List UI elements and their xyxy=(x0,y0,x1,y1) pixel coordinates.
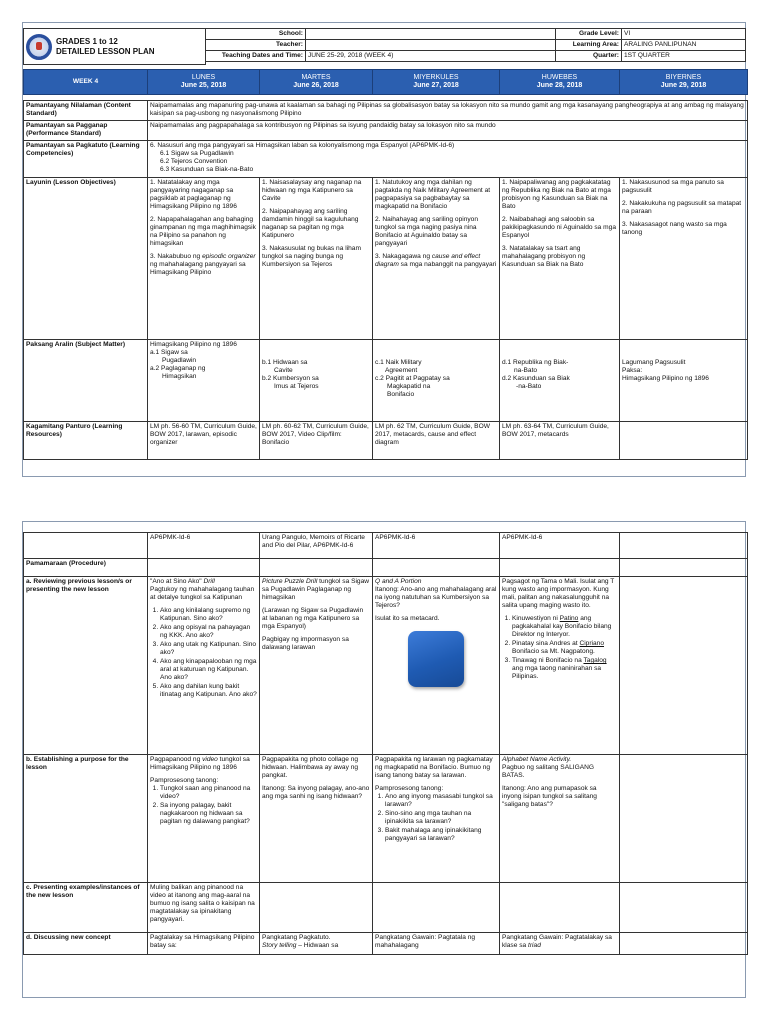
code-tuesday: Urang Pangulo, Memoirs of Ricarte and Pio del Pilar, AP6PMK-Id-6 xyxy=(260,533,373,559)
list-item: 1. Tungkol saan ang pinanood na video? xyxy=(160,785,257,801)
procedure-label: Pamamaraan (Procedure) xyxy=(24,559,148,577)
purpose-wednesday-list xyxy=(375,793,497,843)
content-standard-label: Pamantayang Nilalaman (Content Standard) xyxy=(24,101,148,121)
subject-tuesday: b.1 Hidwaan sa Cavite b.2 Kumbersyon sa Imus at Tejeros xyxy=(260,340,373,422)
content-standard-text: Naipamamalas ang mapanuring pag-unawa at kaalaman sa bahagi ng Pilipinas sa globalisasyon batay sa lokasyon nito sa mundo gamit ang mga kasanayang pangheograpiya at ang ambag ng malayang kaisipan sa pag-usbong ng nasyonalismong Pilipino xyxy=(148,101,748,121)
resources-row xyxy=(24,422,748,460)
competency-line: 6. Nasusuri ang mga pangyayari sa Himagsikan laban sa kolonyalismong mga Espanyol (AP6PMK-Id-6) xyxy=(150,142,455,150)
competency-label: Pamantayan sa Pagkatuto (Learning Competencies) xyxy=(24,141,148,178)
review-monday: "Ano at Sino Ako" Drill Pagtukoy ng mahahalagang tauhan at detalye tungkol sa Katipunan 1. Ako ang kinilalang supremo ng Katipunan. Sino ako? 2. Ako ang opisyal na pahayagan ng KKK. Ano ako? 3. Ako ang utak ng Katipunan. Sino ako? 4. Ako ang kinapapalooban ng mga aral at katuruan ng Katipunan. Ano ako? 5. Ako ang dahilan kung bakit itinatag ang Katipunan. Ano ako? xyxy=(148,577,260,755)
objectives-thursday: 1. Naipapaliwanag ang pagkakatatag ng Republika ng Biak na Bato at mga probisyon ng Kasunduan sa Biak na Bato 2. Naibabahagi ang saloobin sa pakikipagkasundo ni Aguinaldo sa mga Espanyol 3. Natatalakay sa tsart ang mahahalagang probisyon ng Kasunduan sa Biak na Bato xyxy=(500,178,620,340)
discussion-monday: Pagtalakay sa Himagsikang Pilipino batay sa: xyxy=(148,933,260,955)
list-item: 1. Ano ang inyong masasabi tungkol sa larawan? xyxy=(385,793,497,809)
code-wednesday: AP6PMK-Id-6 xyxy=(373,533,500,559)
performance-standard-label: Pamantayan sa Pagganap (Performance Standard) xyxy=(24,121,148,141)
list-item: 5. Ako ang dahilan kung bakit itinatag ang Katipunan. Ano ako? xyxy=(160,683,257,699)
school-value xyxy=(306,29,556,40)
school-label: School: xyxy=(206,29,306,40)
title-dlp: DETAILED LESSON PLAN xyxy=(56,46,155,56)
purpose-friday xyxy=(620,755,748,883)
examples-label: c. Presenting examples/instances of the new lesson xyxy=(24,883,148,933)
objectives-wednesday: 1. Natutukoy ang mga dahilan ng pagtakda ng Naik Military Agreement at pagpapasiya sa pagbabaytay sa magkapatid na Bonifacio 2. Naihahayag ang sariling opinyon tungkol sa mga naging pasiya nina Bonifacio at Aguinaldo batay sa pangyayari 3. Nakagagawa ng cause and effect diagram sa mga nabanggit na pangyayari xyxy=(373,178,500,340)
subject-friday: Lagumang Pagsusulit Paksa: Himagsikang Pilipino ng 1896 xyxy=(620,340,748,422)
purpose-row xyxy=(24,755,748,883)
competency-line: 6.1 Sigaw sa Pugadlawin xyxy=(160,150,234,158)
resources-tuesday: LM ph. 60-62 TM, Curriculum Guide, BOW 2017, Video Clip/film: Bonifacio xyxy=(260,422,373,460)
day-wednesday: MIYERKULES June 27, 2018 xyxy=(373,70,500,95)
review-label: a. Reviewing previous lesson/s or presenting the new lesson xyxy=(24,577,148,755)
discussion-tuesday: Pangkatang Pagkatuto. Story telling – Hidwaan sa xyxy=(260,933,373,955)
discussion-wednesday: Pangkatang Gawain: Pagtatala ng mahahalagang xyxy=(373,933,500,955)
grade-value: VI xyxy=(622,29,746,40)
objectives-tuesday: 1. Naisasalaysay ang naganap na hidwaan ng mga Katipunero sa Cavite 2. Naipapahayag ang sariling damdamin hinggil sa kaguluhang naganap sa pagitan ng mga Katipunero 3. Nakasusulat ng bukas na liham tungkol sa naging bunga ng Kumbersiyon sa Tejeros xyxy=(260,178,373,340)
content-standard-row xyxy=(24,101,748,121)
area-value: ARALING PANLIPUNAN xyxy=(622,40,746,51)
codes-label xyxy=(24,533,148,559)
list-item: 4. Ako ang kinapapalooban ng mga aral at katuruan ng Katipunan. Ano ako? xyxy=(160,658,257,682)
subject-matter-row xyxy=(24,340,748,422)
codes-row xyxy=(24,533,748,559)
objectives-row xyxy=(24,178,748,340)
review-monday-list xyxy=(150,607,257,699)
performance-standard-text: Naipamamalas ang pagpapahalaga sa kontribusyon ng Pilipinas sa isyung pandaidig batay sa lokasyon nito sa mundo xyxy=(148,121,748,141)
code-friday xyxy=(620,533,748,559)
resources-thursday: LM ph. 63-64 TM, Curriculum Guide, BOW 2017, metacards xyxy=(500,422,620,460)
subject-thursday: d.1 Republika ng Biak- na-Bato d.2 Kasunduan sa Biak -na-Bato xyxy=(500,340,620,422)
day-friday: BIYERNES June 29, 2018 xyxy=(620,70,748,95)
examples-monday: Muling balikan ang pinanood na video at itanong ang mag-aaral na bumuo ng isang salita o kaisipan na magtatalakay sa ipinakitang pangyayari. xyxy=(148,883,260,933)
objectives-monday: 1. Natatalakay ang mga pangyayaring nagaganap sa pagsiklab at paglaganap ng Himagsikang Pilipino ng 1896 2. Napapahalagahan ang bahaging ginampanan ng mga maghihimagsik na Pilipino sa panahon ng himagsikan 3. Nakabubuo ng episodic organizer ng mahahalagang pangyayari sa Himagsikang Pilipino xyxy=(148,178,260,340)
purpose-monday-list xyxy=(150,785,257,826)
blue-rounded-square xyxy=(408,631,464,687)
purpose-wednesday: Pagpapakita ng larawan ng pagkamatay ng magkapatid na Bonifacio. Bumuo ng isang tanong batay sa larawan. Pamprosesong tanong: 1. Ano ang inyong masasabi tungkol sa larawan? 2. Sino-sino ang mga tauhan na ipinakikita sa larawan? 3. Bakit mahalaga ang ipinakikitang pangyayari sa larawan? xyxy=(373,755,500,883)
list-item: 1. Ako ang kinilalang supremo ng Katipunan. Sino ako? xyxy=(160,607,257,623)
discussion-thursday: Pangkatang Gawain: Pagtatalakay sa klase sa triad xyxy=(500,933,620,955)
review-tuesday: Picture Puzzle Drill tungkol sa Sigaw sa Pugadlawin Paglaganap ng himagsikan (Larawan ng Sigaw sa Pugadlawin at labanan ng mga Katipunero sa mga Espanyol) Pagbigay ng impormasyon sa dalawang larawan xyxy=(260,577,373,755)
discussion-row xyxy=(24,933,748,955)
review-row xyxy=(24,577,748,755)
objectives-friday: 1. Nakasusunod sa mga panuto sa pagsusulit 2. Nakakukuha ng pagsusulit sa matapat na paraan 3. Nakasasagot nang wasto sa mga tanong xyxy=(620,178,748,340)
dates-value: JUNE 25-29, 2018 (WEEK 4) xyxy=(306,51,556,62)
purpose-monday: Pagpapanood ng video tungkol sa Himagsikang Pilipino ng 1896 Pamprosesong tanong: 1. Tungkol saan ang pinanood na video? 2. Sa inyong palagay, bakit nagkakaroon ng hidwaan sa pagitan ng dalawang pangkat? xyxy=(148,755,260,883)
competency-row xyxy=(24,141,748,178)
list-item: 3. Ako ang utak ng Katipunan. Sino ako? xyxy=(160,641,257,657)
resources-label: Kagamitang Panturo (Learning Resources) xyxy=(24,422,148,460)
subject-wednesday: c.1 Naik Military Agreement c.2 Pagitit at Pagpatay sa Magkapatid na Bonifacio xyxy=(373,340,500,422)
list-item: 2. Sa inyong palagay, bakit nagkakaroon ng hidwaan sa pagitan ng dalawang pangkat? xyxy=(160,802,257,826)
quarter-value: 1ST QUARTER xyxy=(622,51,746,62)
competency-text xyxy=(148,141,748,178)
examples-row xyxy=(24,883,748,933)
lesson-plan-page-1 xyxy=(22,22,746,477)
discussion-friday xyxy=(620,933,748,955)
code-thursday: AP6PMK-Id-6 xyxy=(500,533,620,559)
lesson-table xyxy=(23,69,748,460)
resources-monday: LM ph. 56-60 TM, Curriculum Guide, BOW 2017, larawan, episodic organizer xyxy=(148,422,260,460)
purpose-tuesday: Pagpapakita ng photo collage ng hidwaan. Halimbawa ay away ng pangkat. Itanong: Sa inyong palagay, ano-ano ang mga sanhi ng isang hidwaan? xyxy=(260,755,373,883)
deped-seal-icon xyxy=(26,34,52,60)
grade-label: Grade Level: xyxy=(556,29,622,40)
subject-matter-label: Paksang Aralin (Subject Matter) xyxy=(24,340,148,422)
purpose-thursday: Alphabet Name Activity. Pagbuo ng salitang SALIGANG BATAS. Itanong: Ano ang pumapasok sa inyong isipan tungkol sa salitang "saligang batas"? xyxy=(500,755,620,883)
review-wednesday: Q and A Portion Itanong: Ano-ano ang mahahalagang aral na iyong natutuhan sa Kumbersiyon sa Tejeros? Isulat ito sa metacard. xyxy=(373,577,500,755)
day-tuesday: MARTES June 26, 2018 xyxy=(260,70,373,95)
teacher-value xyxy=(306,40,556,51)
code-monday: AP6PMK-Id-6 xyxy=(148,533,260,559)
list-item: 3. Bakit mahalaga ang ipinakikitang pangyayari sa larawan? xyxy=(385,827,497,843)
header-table xyxy=(23,28,746,65)
dates-label: Teaching Dates and Time: xyxy=(206,51,306,62)
quarter-label: Quarter: xyxy=(556,51,622,62)
procedure-table xyxy=(23,532,748,955)
resources-wednesday: LM ph. 62 TM, Curriculum Guide, BOW 2017, metacards, cause and effect diagram xyxy=(373,422,500,460)
day-thursday: HUWEBES June 28, 2018 xyxy=(500,70,620,95)
competency-line: 6.3 Kasunduan sa Biak-na-Bato xyxy=(160,166,254,174)
day-monday: LUNES June 25, 2018 xyxy=(148,70,260,95)
week-label: WEEK 4 xyxy=(24,70,148,95)
area-label: Learning Area: xyxy=(556,40,622,51)
resources-friday xyxy=(620,422,748,460)
purpose-label: b. Establishing a purpose for the lesson xyxy=(24,755,148,883)
review-friday xyxy=(620,577,748,755)
list-item: 2. Sino-sino ang mga tauhan na ipinakikita sa larawan? xyxy=(385,810,497,826)
teacher-label: Teacher: xyxy=(206,40,306,51)
objectives-label: Layunin (Lesson Objectives) xyxy=(24,178,148,340)
review-thursday-list: 1. Kinuwestiyon ni Patino ang pagkakahalal kay Bonifacio bilang Direktor ng Interyor. 2. Pinatay sina Andres at Cipriano Bonifacio sa Mt. Nagpatong. 3. Tinawag ni Bonifacio na Tagalog ang mga taong naninirahan sa Pilipinas. xyxy=(502,615,617,681)
title-grades: GRADES 1 to 12 xyxy=(56,36,118,46)
review-thursday: Pagsagot ng Tama o Mali. Isulat ang T kung wasto ang impormasyon. Kung mali, palitan ang nakasalungguhit na salita upang maging wasto ito. 1. Kinuwestiyon ni Patino ang pagkakahalal kay Bonifacio bilang Direktor ng Interyor. 2. Pinatay sina Andres at Cipriano Bonifacio sa Mt. Nagpatong. 3. Tinawag ni Bonifacio na Tagalog ang mga taong naninirahan sa Pilipinas. xyxy=(500,577,620,755)
competency-line: 6.2 Tejeros Convention xyxy=(160,158,228,166)
title-block xyxy=(24,29,206,65)
list-item: 2. Ako ang opisyal na pahayagan ng KKK. Ano ako? xyxy=(160,624,257,640)
discussion-label: d. Discussing new concept xyxy=(24,933,148,955)
day-header-row xyxy=(24,70,748,95)
performance-standard-row xyxy=(24,121,748,141)
lesson-plan-page-2 xyxy=(22,521,746,998)
subject-monday: Himagsikang Pilipino ng 1896 a.1 Sigaw sa Pugadlawin a.2 Paglaganap ng Himagsikan xyxy=(148,340,260,422)
procedure-heading-row xyxy=(24,559,748,577)
